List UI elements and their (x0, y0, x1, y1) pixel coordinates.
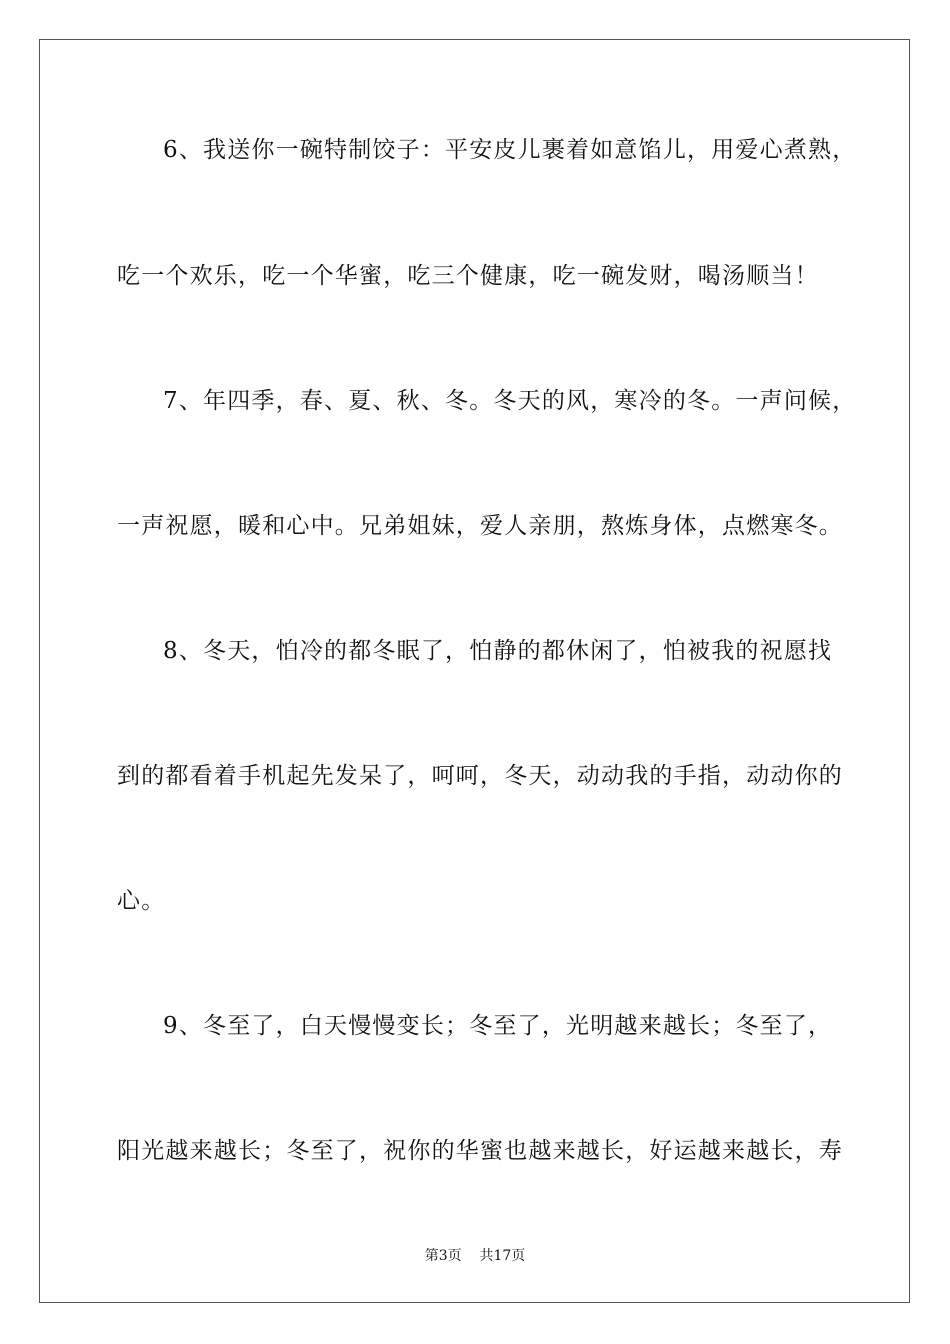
paragraph-7-line-2: 一声祝愿，暖和心中。兄弟姐妹，爱人亲朋，熬炼身体，点燃寒冬。 (117, 513, 843, 539)
paragraph-8-line-1: 8、冬天，怕冷的都冬眠了，怕静的都休闲了，怕被我的祝愿找 (163, 638, 833, 664)
paragraph-6-line-2: 吃一个欢乐，吃一个华蜜，吃三个健康，吃一碗发财，喝汤顺当！ (117, 263, 819, 289)
paragraph-9-line-1: 9、冬至了，白天慢慢变长；冬至了，光明越来越长；冬至了， (163, 1013, 833, 1039)
paragraph-8-line-2: 到的都看着手机起先发呆了，呵呵，冬天，动动我的手指，动动你的 (117, 763, 843, 789)
paragraph-9-line-2: 阳光越来越长；冬至了，祝你的华蜜也越来越长，好运越来越长，寿 (117, 1138, 843, 1164)
page-number: 第3页 (424, 1248, 462, 1264)
total-pages: 共17页 (479, 1248, 526, 1264)
paragraph-7-line-1: 7、年四季，春、夏、秋、冬。冬天的风，寒冷的冬。一声问候， (163, 388, 857, 414)
page-footer (0, 1247, 950, 1265)
paragraph-8-line-3: 心。 (117, 888, 166, 914)
paragraph-6-line-1: 6、我送你一碗特制饺子：平安皮儿裹着如意馅儿，用爱心煮熟， (163, 137, 857, 163)
page-frame (39, 39, 910, 1303)
